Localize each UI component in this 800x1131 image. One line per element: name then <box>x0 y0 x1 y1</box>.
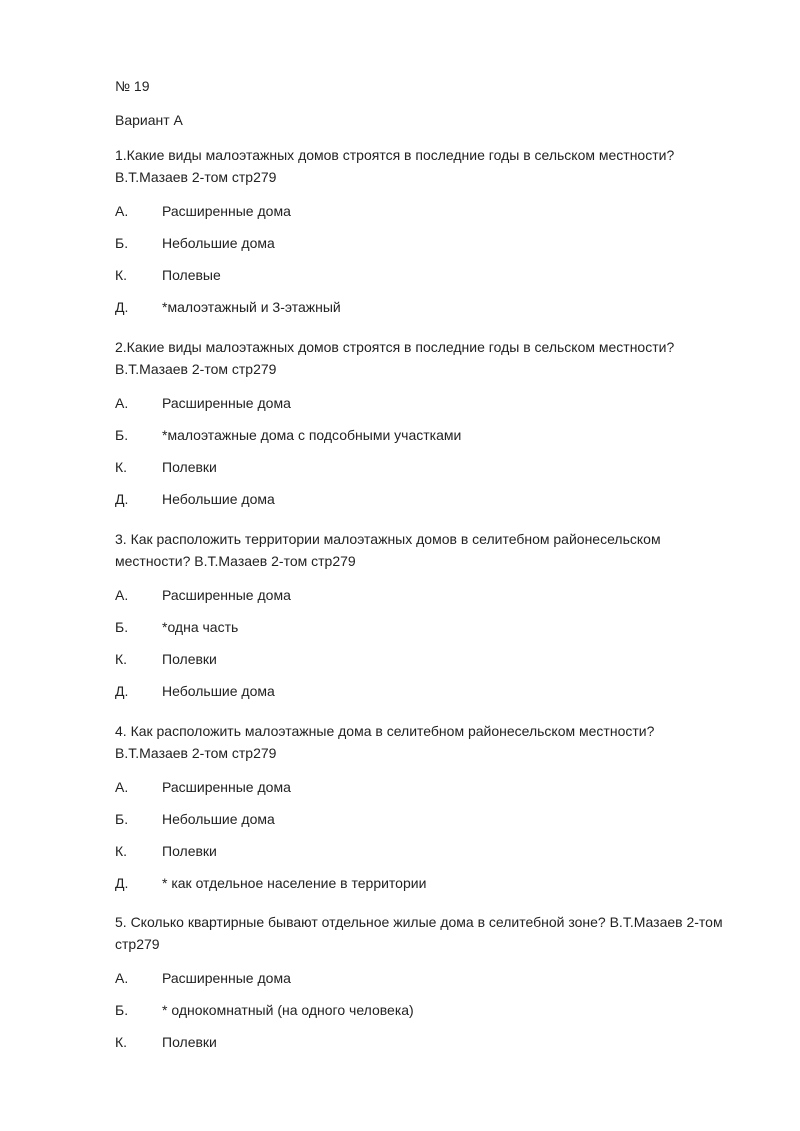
option-text: *одна часть <box>162 619 239 635</box>
option-letter: А. <box>115 203 129 219</box>
variant-label: Вариант А <box>115 112 183 128</box>
option-letter: Б. <box>115 619 129 635</box>
option-letter: А. <box>115 587 129 603</box>
option-text: * как отдельное население в территории <box>162 875 427 891</box>
answer-option <box>115 648 730 668</box>
question-2 <box>115 336 730 508</box>
option-text: Полевки <box>162 459 217 475</box>
option-text: Расширенные дома <box>162 395 291 411</box>
option-letter: Б. <box>115 1002 129 1018</box>
option-text: Небольшие дома <box>162 811 275 827</box>
option-text: *малоэтажный и 3-этажный <box>162 299 341 315</box>
answer-option <box>115 456 730 476</box>
document-number: № 19 <box>115 78 150 94</box>
answer-option <box>115 392 730 412</box>
option-text: Расширенные дома <box>162 587 291 603</box>
answer-option <box>115 232 730 252</box>
answer-option <box>115 424 730 444</box>
question-text: 2.Какие виды малоэтажных домов строятся в последние годы в сельском местности? В.Т.Мазаев 2-том стр279 <box>115 339 675 377</box>
option-letter: К. <box>115 651 128 667</box>
question-3 <box>115 528 730 700</box>
answer-option <box>115 1031 730 1051</box>
answer-option <box>115 584 730 604</box>
question-text: 5. Сколько квартирные бывают отдельное жилые дома в селитебной зоне? В.Т.Мазаев 2-том стр279 <box>115 914 723 952</box>
option-text: Небольшие дома <box>162 491 275 507</box>
option-text: Расширенные дома <box>162 203 291 219</box>
option-letter: К. <box>115 267 128 283</box>
option-letter: Д. <box>115 491 129 507</box>
option-text: Расширенные дома <box>162 970 291 986</box>
answer-option <box>115 264 730 284</box>
answer-option <box>115 872 730 892</box>
option-letter: К. <box>115 1034 128 1050</box>
option-letter: А. <box>115 395 129 411</box>
option-letter: А. <box>115 970 129 986</box>
answer-option <box>115 808 730 828</box>
option-letter: А. <box>115 779 129 795</box>
option-text: Небольшие дома <box>162 235 275 251</box>
option-text: Полевки <box>162 651 217 667</box>
answer-option <box>115 999 730 1019</box>
answer-option <box>115 616 730 636</box>
answer-option <box>115 200 730 220</box>
option-letter: К. <box>115 843 128 859</box>
option-letter: Б. <box>115 427 129 443</box>
option-letter: К. <box>115 459 128 475</box>
answer-option <box>115 680 730 700</box>
answer-option <box>115 776 730 796</box>
question-text: 3. Как расположить территории малоэтажных домов в селитебном районесельском местности? В.Т.Мазаев 2-том стр279 <box>115 531 661 569</box>
question-5 <box>115 911 730 1051</box>
question-text: 1.Какие виды малоэтажных домов строятся в последние годы в сельском местности? В.Т.Мазаев 2-том стр279 <box>115 147 675 185</box>
option-text: Полевки <box>162 843 217 859</box>
option-text: * однокомнатный (на одного человека) <box>162 1002 414 1018</box>
option-letter: Б. <box>115 811 129 827</box>
answer-option <box>115 967 730 987</box>
option-text: *малоэтажные дома с подсобными участками <box>162 427 462 443</box>
option-letter: Б. <box>115 235 129 251</box>
answer-option <box>115 488 730 508</box>
question-text: 4. Как расположить малоэтажные дома в селитебном районесельском местности? В.Т.Мазаев 2-том стр279 <box>115 723 655 761</box>
answer-option <box>115 296 730 316</box>
option-text: Полевые <box>162 267 221 283</box>
option-letter: Д. <box>115 875 129 891</box>
question-1 <box>115 144 730 316</box>
option-text: Полевки <box>162 1034 217 1050</box>
answer-option <box>115 840 730 860</box>
question-4 <box>115 720 730 892</box>
option-text: Небольшие дома <box>162 683 275 699</box>
option-letter: Д. <box>115 299 129 315</box>
option-letter: Д. <box>115 683 129 699</box>
option-text: Расширенные дома <box>162 779 291 795</box>
